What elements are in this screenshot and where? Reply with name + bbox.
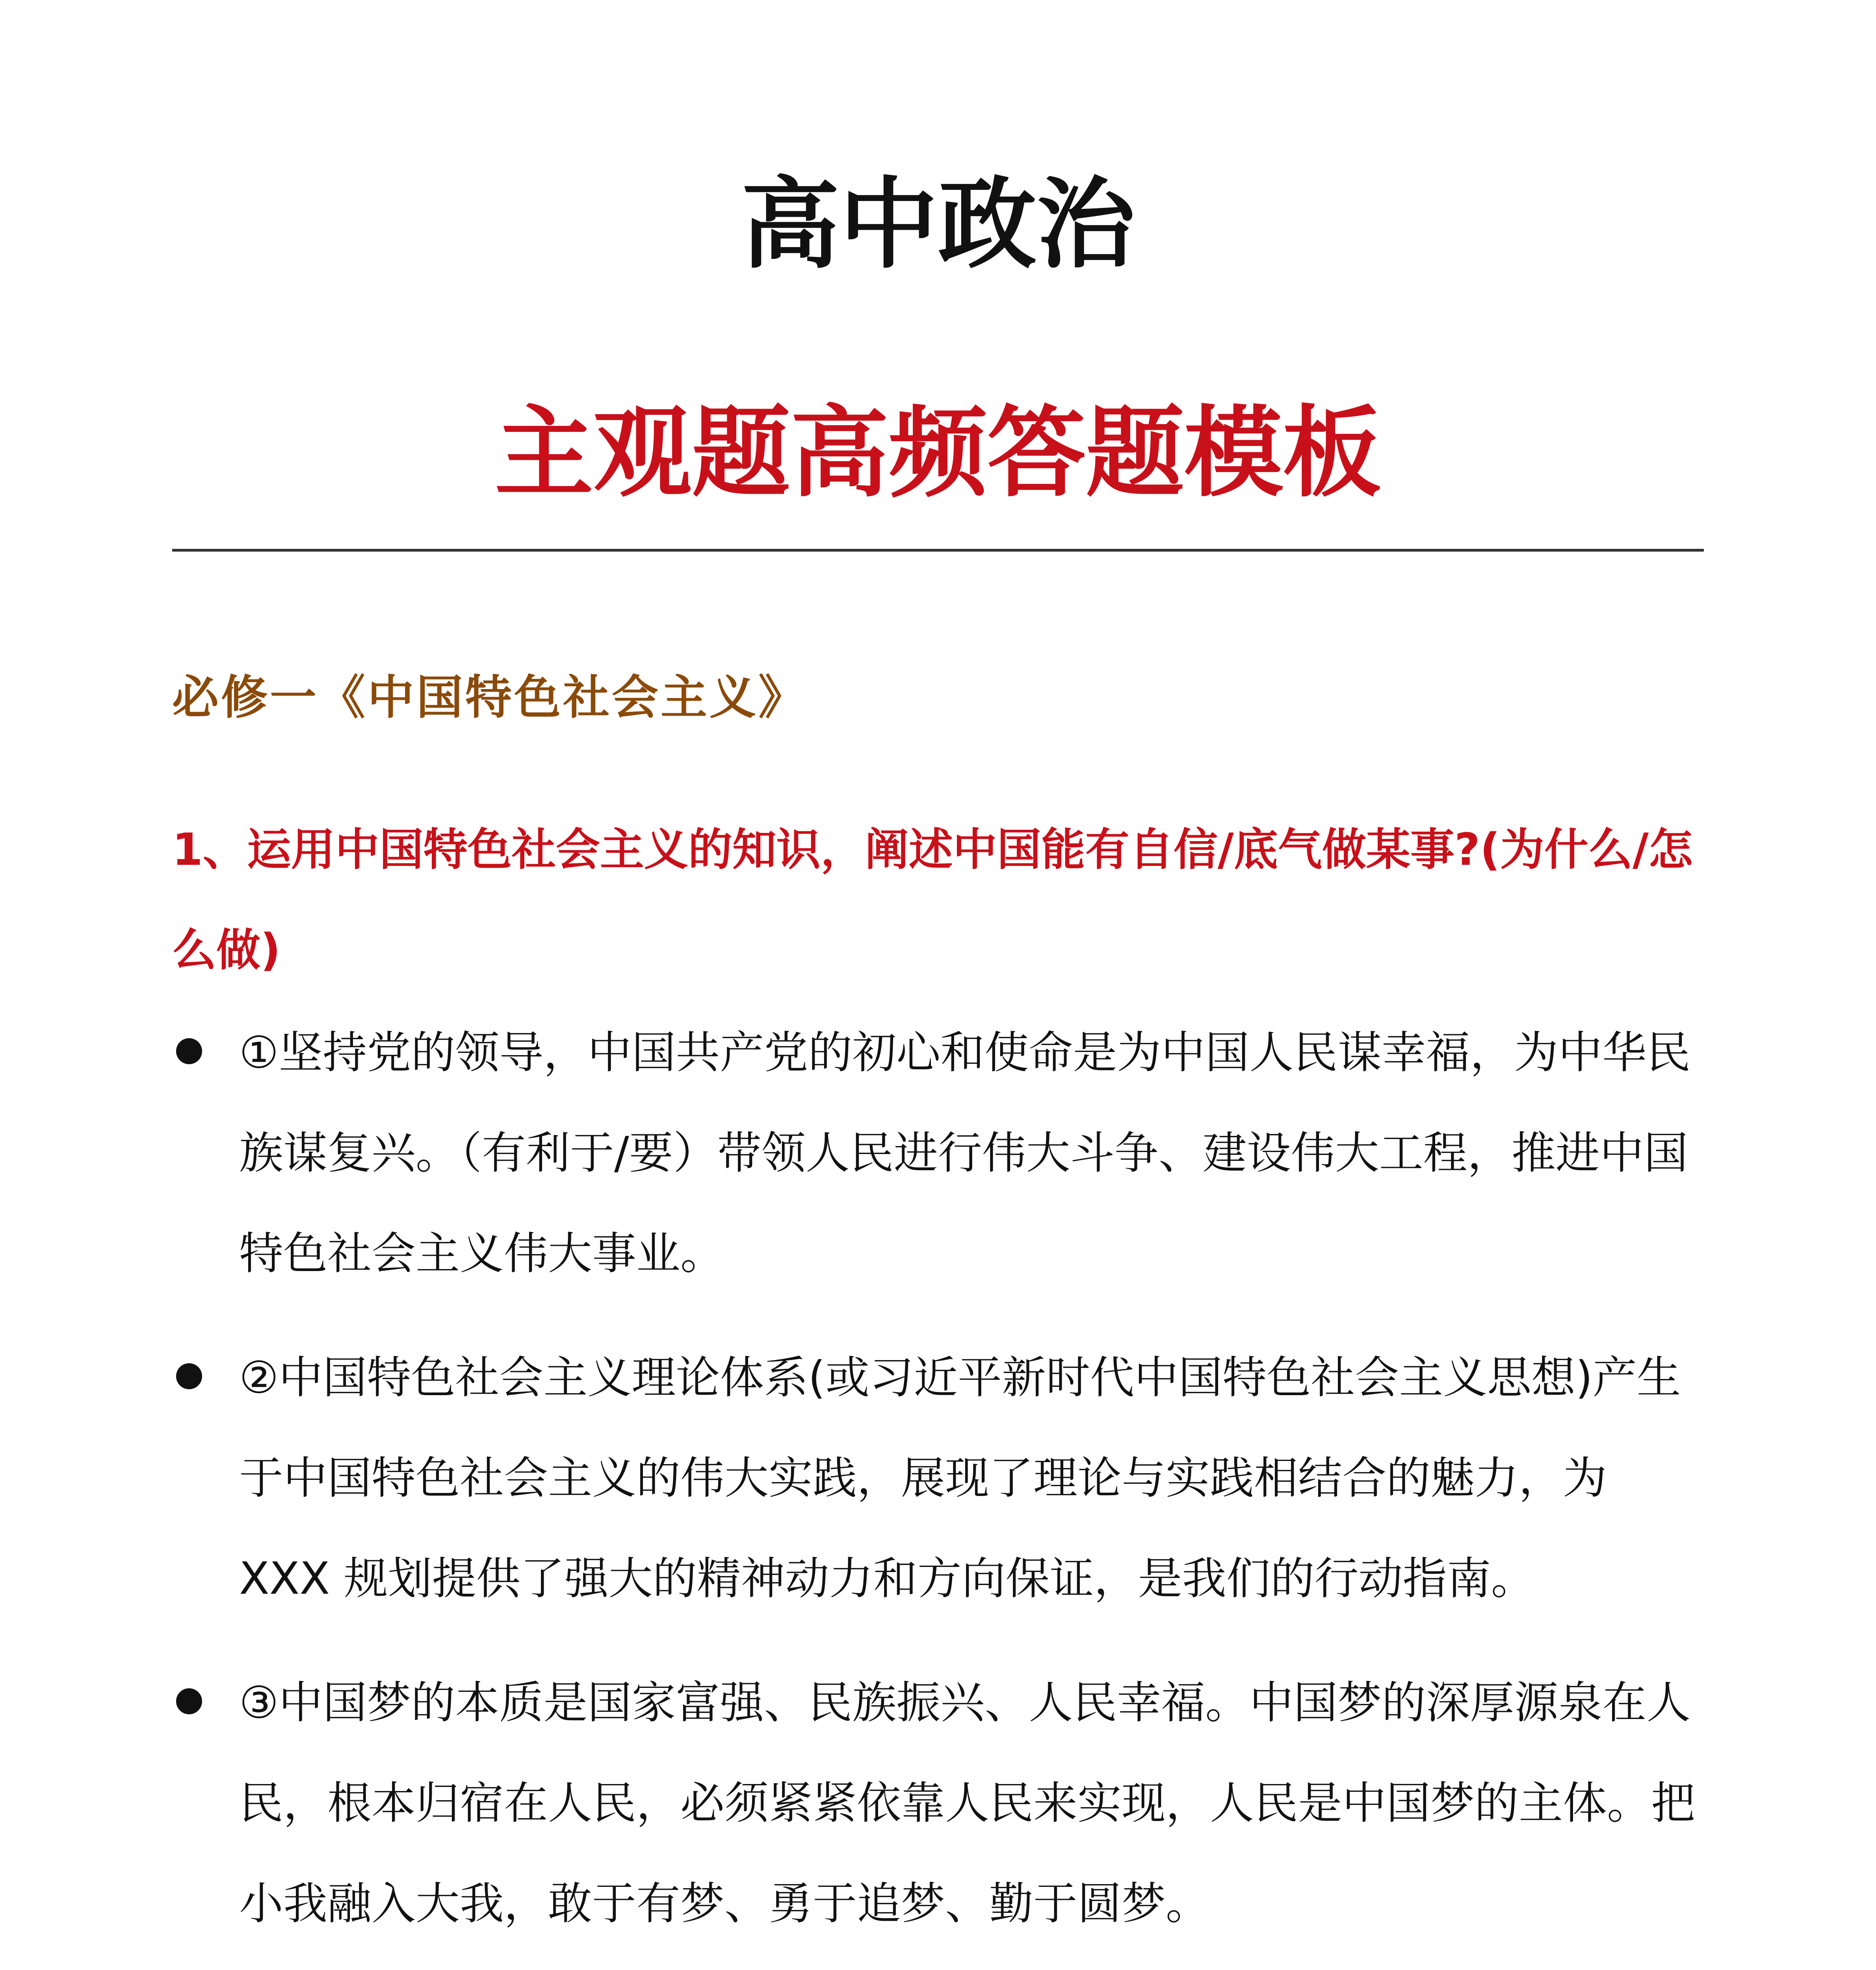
page-title: 高中政治 (741, 167, 1135, 282)
list-item-text: ③中国梦的本质是国家富强、民族振兴、人民幸福。中国梦的深厚源泉在人民，根本归宿在人民，必须紧紧依靠人民来实现，人民是中国梦的主体。把小我融入大我，敢于有梦、勇于追梦、勤于圆梦。 (239, 1677, 1695, 1929)
title-divider (172, 549, 1704, 552)
bullet-dot-icon (176, 1688, 202, 1714)
list-item (172, 1653, 1704, 1954)
bullet-dot-icon (176, 1363, 202, 1389)
list-item-text: ①坚持党的领导，中国共产党的初心和使命是为中国人民谋幸福，为中华民族谋复兴。（有利于/要）带领人民进行伟大斗争、建设伟大工程，推进中国特色社会主义伟大事业。 (239, 1027, 1691, 1279)
list-item (172, 1328, 1704, 1629)
section-heading: 必修一《中国特色社会主义》 (172, 670, 808, 725)
bullet-dot-icon (176, 1038, 202, 1064)
page-subtitle: 主观题高频答题模板 (495, 396, 1381, 510)
question-heading: 1、运用中国特色社会主义的知识，阐述中国能有自信/底气做某事?(为什么/怎么做) (172, 824, 1693, 976)
answer-list (172, 1003, 1704, 1970)
list-item-text: ②中国特色社会主义理论体系(或习近平新时代中国特色社会主义思想)产生于中国特色社会主义的伟大实践，展现了理论与实践相结合的魅力，为 XXX 规划提供了强大的精神动力和方向保证，是我们的行动指南。 (239, 1352, 1681, 1604)
list-item (172, 1003, 1704, 1304)
